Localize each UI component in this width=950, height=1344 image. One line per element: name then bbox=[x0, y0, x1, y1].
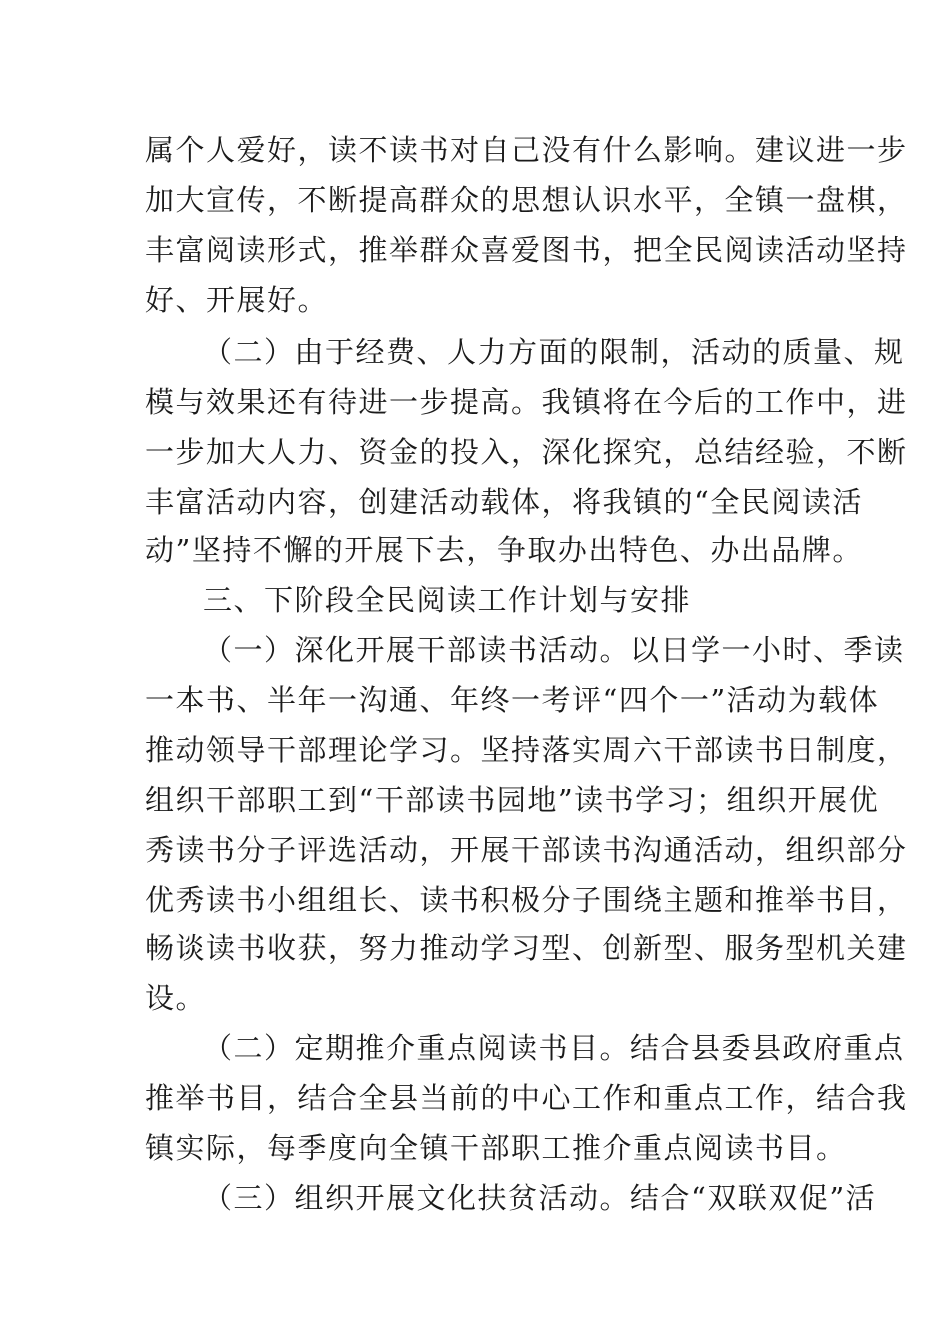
text-line: 秀读书分子评选活动，开展干部读书沟通活动，组织部分 bbox=[145, 833, 908, 867]
text-line: 一步加大人力、资金的投入，深化探究，总结经验，不断 bbox=[145, 435, 908, 469]
text-line: 一本书、半年一沟通、年终一考评“四个一”活动为载体 bbox=[145, 683, 880, 717]
text-line: 优秀读书小组组长、读书积极分子围绕主题和推举书目， bbox=[145, 883, 908, 917]
text-line: 丰富活动内容，创建活动载体，将我镇的“全民阅读活 bbox=[145, 485, 863, 519]
text-line: 镇实际，每季度向全镇干部职工推介重点阅读书目。 bbox=[145, 1131, 847, 1165]
text-line: 模与效果还有待进一步提高。我镇将在今后的工作中，进 bbox=[145, 385, 908, 419]
text-line: 丰富阅读形式，推举群众喜爱图书，把全民阅读活动坚持 bbox=[145, 233, 908, 267]
text-line: 属个人爱好，读不读书对自己没有什么影响。建议进一步 bbox=[145, 133, 908, 167]
text-line: 动”坚持不懈的开展下去，争取办出特色、办出品牌。 bbox=[145, 533, 863, 567]
section-heading: 三、下阶段全民阅读工作计划与安排 bbox=[203, 583, 692, 617]
text-line: （三）组织开展文化扶贫活动。结合“双联双促”活 bbox=[203, 1181, 877, 1215]
text-line: （二）定期推介重点阅读书目。结合县委县政府重点 bbox=[203, 1031, 905, 1065]
text-line: 加大宣传，不断提高群众的思想认识水平，全镇一盘棋， bbox=[145, 183, 908, 217]
text-line: 好、开展好。 bbox=[145, 283, 329, 317]
text-line: 畅谈读书收获，努力推动学习型、创新型、服务型机关建 bbox=[145, 931, 908, 965]
text-line: 设。 bbox=[145, 981, 207, 1015]
text-line: 推举书目，结合全县当前的中心工作和重点工作，结合我 bbox=[145, 1081, 908, 1115]
text-line: （一）深化开展干部读书活动。以日学一小时、季读 bbox=[203, 633, 905, 667]
text-line: 推动领导干部理论学习。坚持落实周六干部读书日制度， bbox=[145, 733, 908, 767]
text-line: （二）由于经费、人力方面的限制，活动的质量、规 bbox=[203, 335, 905, 369]
text-line: 组织干部职工到“干部读书园地”读书学习；组织开展优 bbox=[145, 783, 880, 817]
